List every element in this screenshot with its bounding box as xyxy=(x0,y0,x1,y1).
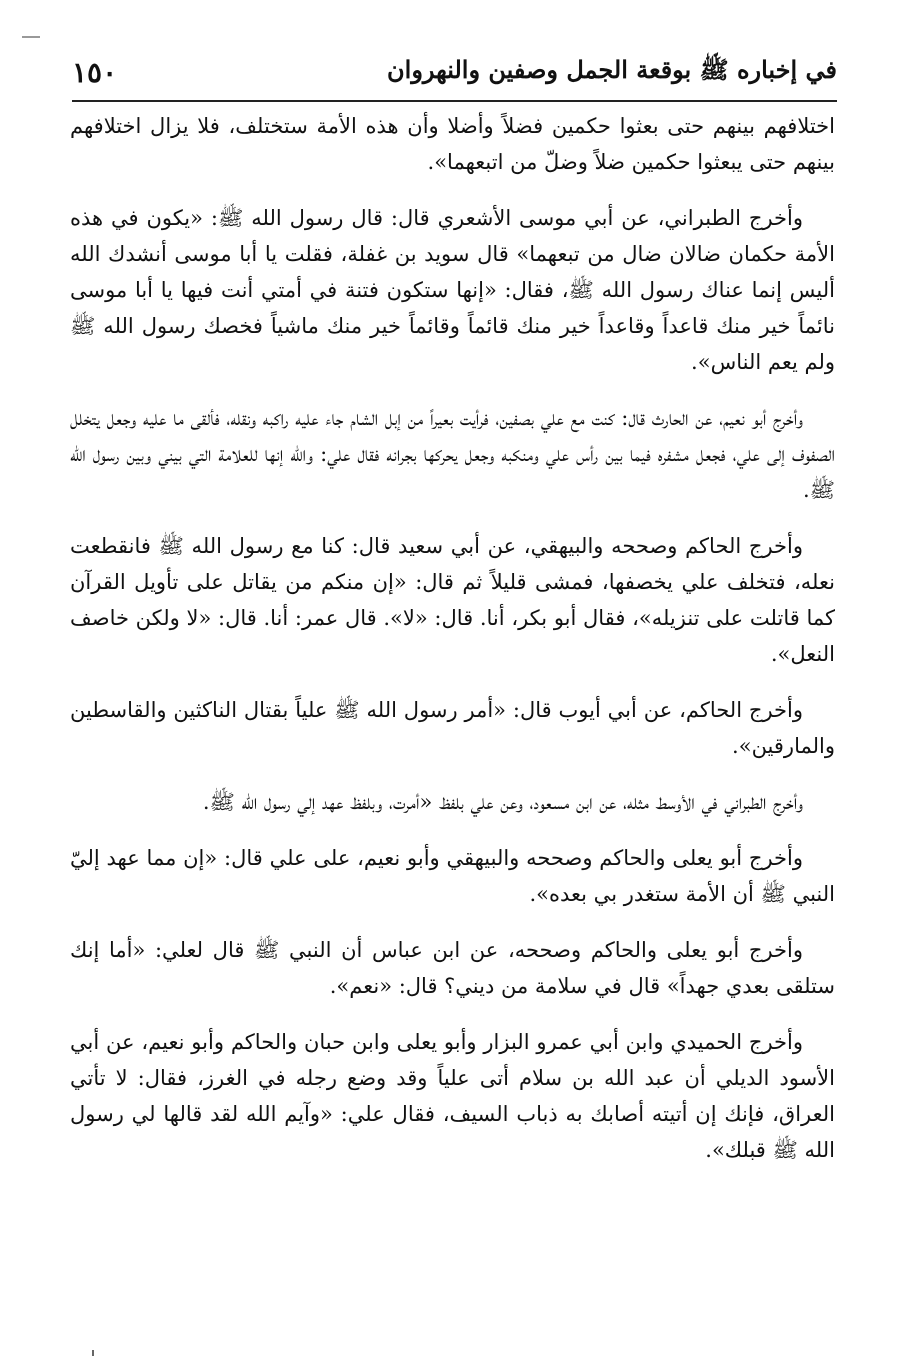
page-header xyxy=(72,44,837,102)
paragraph: وأخرج أبو نعيم، عن الحارث قال: كنت مع علي بصفين، فرأيت بعيراً من إبل الشام جاء عليه راكبه ونقله، فألقى ما عليه وجعل يتخلل الصفوف إلى علي، فجعل مشفره فيما بين رأس علي ومنكبه وجعل يحركها بجرانه فقال علي: والله إنها للعلامة التي بيني وبين رسول الله ﷺ. xyxy=(70,406,835,502)
bottom-mark xyxy=(92,1350,94,1356)
paragraph: وأخرج الحاكم، عن أبي أيوب قال: «أمر رسول الله ﷺ علياً بقتال الناكثين والقاسطين والمارقين». xyxy=(70,698,835,758)
paragraph: وأخرج الطبراني، عن أبي موسى الأشعري قال: قال رسول الله ﷺ: «يكون في هذه الأمة حكمان ضالان ضال من تبعهما» قال سويد بن غفلة، فقلت يا أبا موسى أنشدك الله أليس إنما عناك رسول الله ﷺ، فقال: «إنها ستكون فتنة في أمتي أنت فيها يا أبا موسى نائماً خير منك قاعداً وقاعداً خير منك قائماً وقائماً خير منك ماشياً فخصك رسول الله ﷺ ولم يعم الناس». xyxy=(70,206,835,374)
paragraph: اختلافهم بينهم حتى بعثوا حكمين فضلاً وأضلا وأن هذه الأمة ستختلف، فلا يزال اختلافهم بينهم حتى يبعثوا حكمين ضلاً وضلّ من اتبعهما». xyxy=(70,114,835,174)
paragraph: وأخرج الحاكم وصححه والبيهقي، عن أبي سعيد قال: كنا مع رسول الله ﷺ فانقطعت نعله، فتخلف علي يخصفها، فمشى قليلاً ثم قال: «إن منكم من يقاتل على تأويل القرآن كما قاتلت على تنزيله»، فقال أبو بكر، أنا. قال: «لا». قال عمر: أنا. قال: «لا ولكن خاصف النعل». xyxy=(70,534,835,666)
running-title: في إخباره ﷺ بوقعة الجمل وصفين والنهروان xyxy=(387,54,837,84)
paragraph: وأخرج الحميدي وابن أبي عمرو البزار وأبو يعلى وابن حبان والحاكم وأبو نعيم، عن أبي الأسود الديلي أن عبد الله بن سلام أتى علياً وقد وضع رجله في الغرز، فقال: لا تأتي العراق، فإنك إن أتيته أصابك به ذباب السيف، فقال علي: «وآيم الله لقد قالها لي رسول الله ﷺ قبلك». xyxy=(70,1030,835,1162)
body-text xyxy=(70,108,835,1188)
paragraph: وأخرج أبو يعلى والحاكم وصححه، عن ابن عباس أن النبي ﷺ قال لعلي: «أما إنك ستلقى بعدي جهداً» قال في سلامة من ديني؟ قال: «نعم». xyxy=(70,938,835,998)
paragraph: وأخرج الطبراني في الأوسط مثله، عن ابن مسعود، وعن علي بلفظ «أمرت، وبلفظ عهد إلي رسول الله ﷺ. xyxy=(202,790,803,814)
paragraph: وأخرج أبو يعلى والحاكم وصححه والبيهقي وأبو نعيم، على علي قال: «إن مما عهد إليّ النبي ﷺ أن الأمة ستغدر بي بعده». xyxy=(70,846,835,906)
corner-mark xyxy=(22,36,40,38)
page-number: ١٥٠ xyxy=(72,55,118,89)
